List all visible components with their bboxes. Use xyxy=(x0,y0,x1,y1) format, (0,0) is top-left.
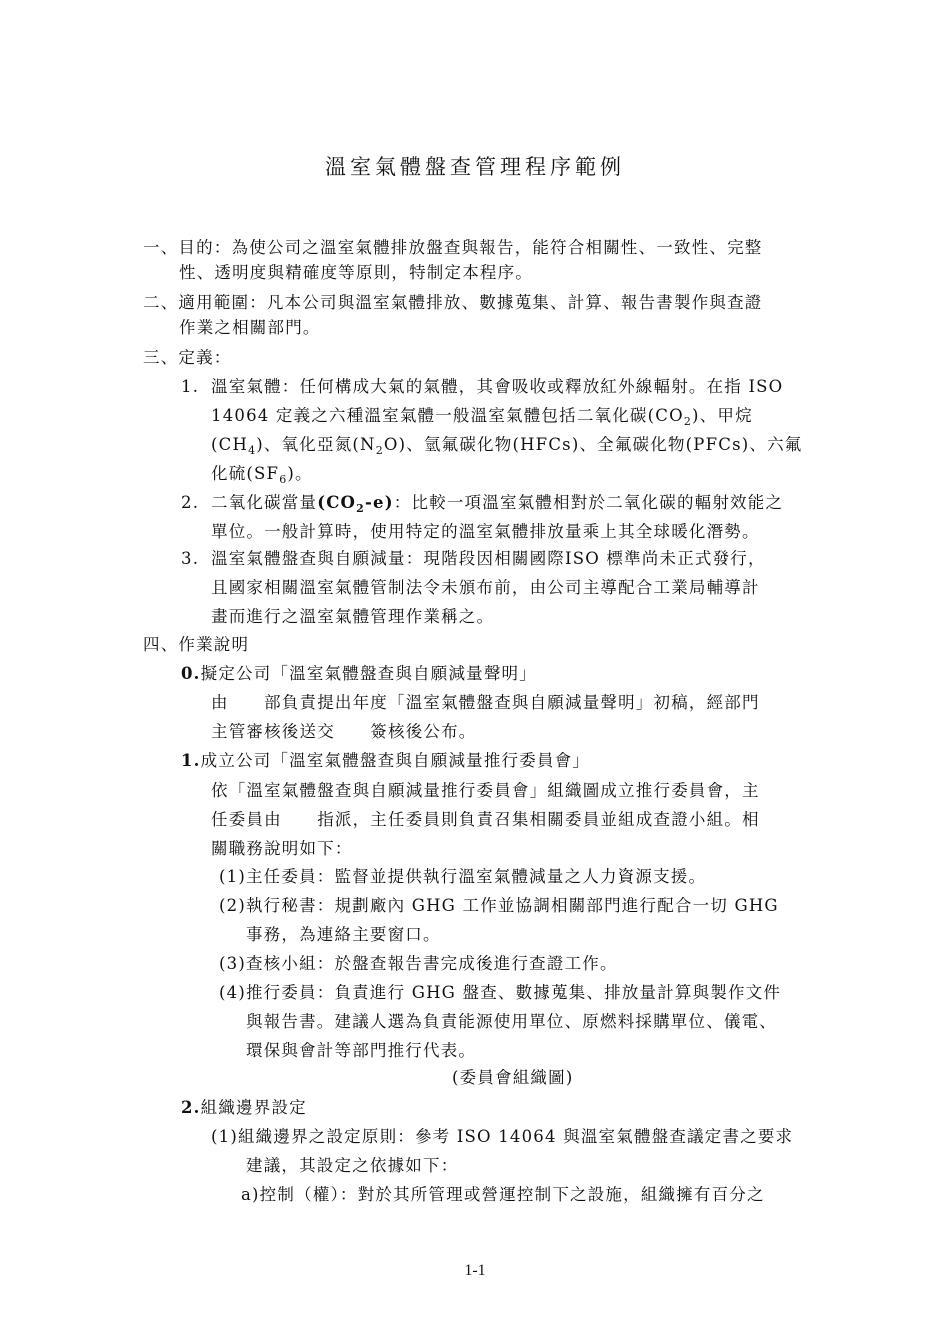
def2-number: 2. xyxy=(181,493,200,512)
item2-heading: 2.組織邊界設定 xyxy=(181,1098,307,1117)
page-number: 1-1 xyxy=(464,1262,486,1279)
s1-line1: 一、目的：為使公司之溫室氣體排放盤查與報告，能符合相關性、一致性、完整 xyxy=(143,238,763,257)
s1-line2: 性、透明度與精確度等原則，特制定本程序。 xyxy=(179,263,533,282)
s3-heading: 三、定義： xyxy=(143,348,232,367)
item0-heading: 0.擬定公司「溫室氣體盤查與自願減量聲明」 xyxy=(181,664,537,683)
def2-line2: 單位。一般計算時，使用特定的溫室氣體排放量乘上其全球暖化潛勢。 xyxy=(211,522,760,541)
item1-heading: 1.成立公司「溫室氣體盤查與自願減量推行委員會」 xyxy=(181,751,591,770)
def1-line3: $(CH_4)$、氧化亞氮$(N_2O)$、氫氟碳化物(HFCs)、全氟碳化物(PFCs)、六氟 xyxy=(211,435,803,457)
role-secretary-line2: 事務，為連絡主要窗口。 xyxy=(246,925,441,944)
item2-p1-line1: (1)組織邊界之設定原則：參考 ISO 14064 與溫室氣體盤查議定書之要求 xyxy=(211,1127,794,1146)
role-committee-line1: (4)推行委員：負責進行 GHG 盤查、數據蒐集、排放量計算與製作文件 xyxy=(219,983,782,1002)
item1-line3: 關職務說明如下： xyxy=(211,839,353,858)
item0-line1: 由 部負責提出年度「溫室氣體盤查與自願減量聲明」初稿，經部門 xyxy=(211,693,760,712)
def1-line1: 溫室氣體：任何構成大氣的氣體，其會吸收或釋放紅外線輻射。在指 ISO xyxy=(211,377,784,396)
def3-line2: 且國家相關溫室氣體管制法令未頒布前，由公司主導配合工業局輔導計 xyxy=(211,578,760,597)
s4-heading: 四、作業說明 xyxy=(143,635,250,654)
def3-line1: 溫室氣體盤查與自願減量：現階段因相關國際ISO 標準尚未正式發行， xyxy=(211,549,766,568)
def3-number: 3. xyxy=(181,549,200,568)
role-audit-team: (3)查核小組：於盤查報告書完成後進行查證工作。 xyxy=(219,954,618,973)
def2-line1: 二氧化碳當量$(CO_2-e)$：比較一項溫室氣體相對於二氧化碳的輻射效能之 xyxy=(211,493,784,515)
def1-line2: 14064 定義之六種溫室氣體一般溫室氣體包括二氧化碳$(CO_2)$、甲烷 xyxy=(211,406,753,428)
item1-line2: 任委員由 指派，主任委員則負責召集相關委員並組成查證小組。相 xyxy=(211,810,760,829)
role-committee-line3: 環保與會計等部門推行代表。 xyxy=(246,1041,477,1060)
s2-line2: 作業之相關部門。 xyxy=(179,318,321,337)
item1-line1: 依「溫室氣體盤查與自願減量推行委員會」組織圖成立推行委員會，主 xyxy=(211,781,760,800)
def1-number: 1. xyxy=(181,377,200,396)
s2-line1: 二、適用範圍：凡本公司與溫室氣體排放、數據蒐集、計算、報告書製作與查證 xyxy=(143,293,763,312)
role-committee-line2: 與報告書。建議人選為負責能源使用單位、原燃料採購單位、儀電、 xyxy=(246,1012,777,1031)
def1-line4: 化硫$(SF_6)$。 xyxy=(211,464,313,486)
def3-line3: 畫而進行之溫室氣體管理作業稱之。 xyxy=(211,607,495,626)
role-secretary-line1: (2)執行秘書：規劃廠內 GHG 工作並協調相關部門進行配合一切 GHG xyxy=(219,896,779,915)
item0-line2: 主管審核後送交 簽核後公布。 xyxy=(211,722,477,741)
item2-pa: a)控制（權）：對於其所管理或營運控制下之設施，組織擁有百分之 xyxy=(241,1185,765,1204)
role-chairman: (1)主任委員：監督並提供執行溫室氣體減量之人力資源支援。 xyxy=(219,867,707,886)
document-title: 溫室氣體盤查管理程序範例 xyxy=(325,155,625,179)
item2-p1-line2: 建議，其設定之依據如下： xyxy=(246,1156,459,1175)
org-chart-caption: (委員會組織圖) xyxy=(452,1068,574,1087)
